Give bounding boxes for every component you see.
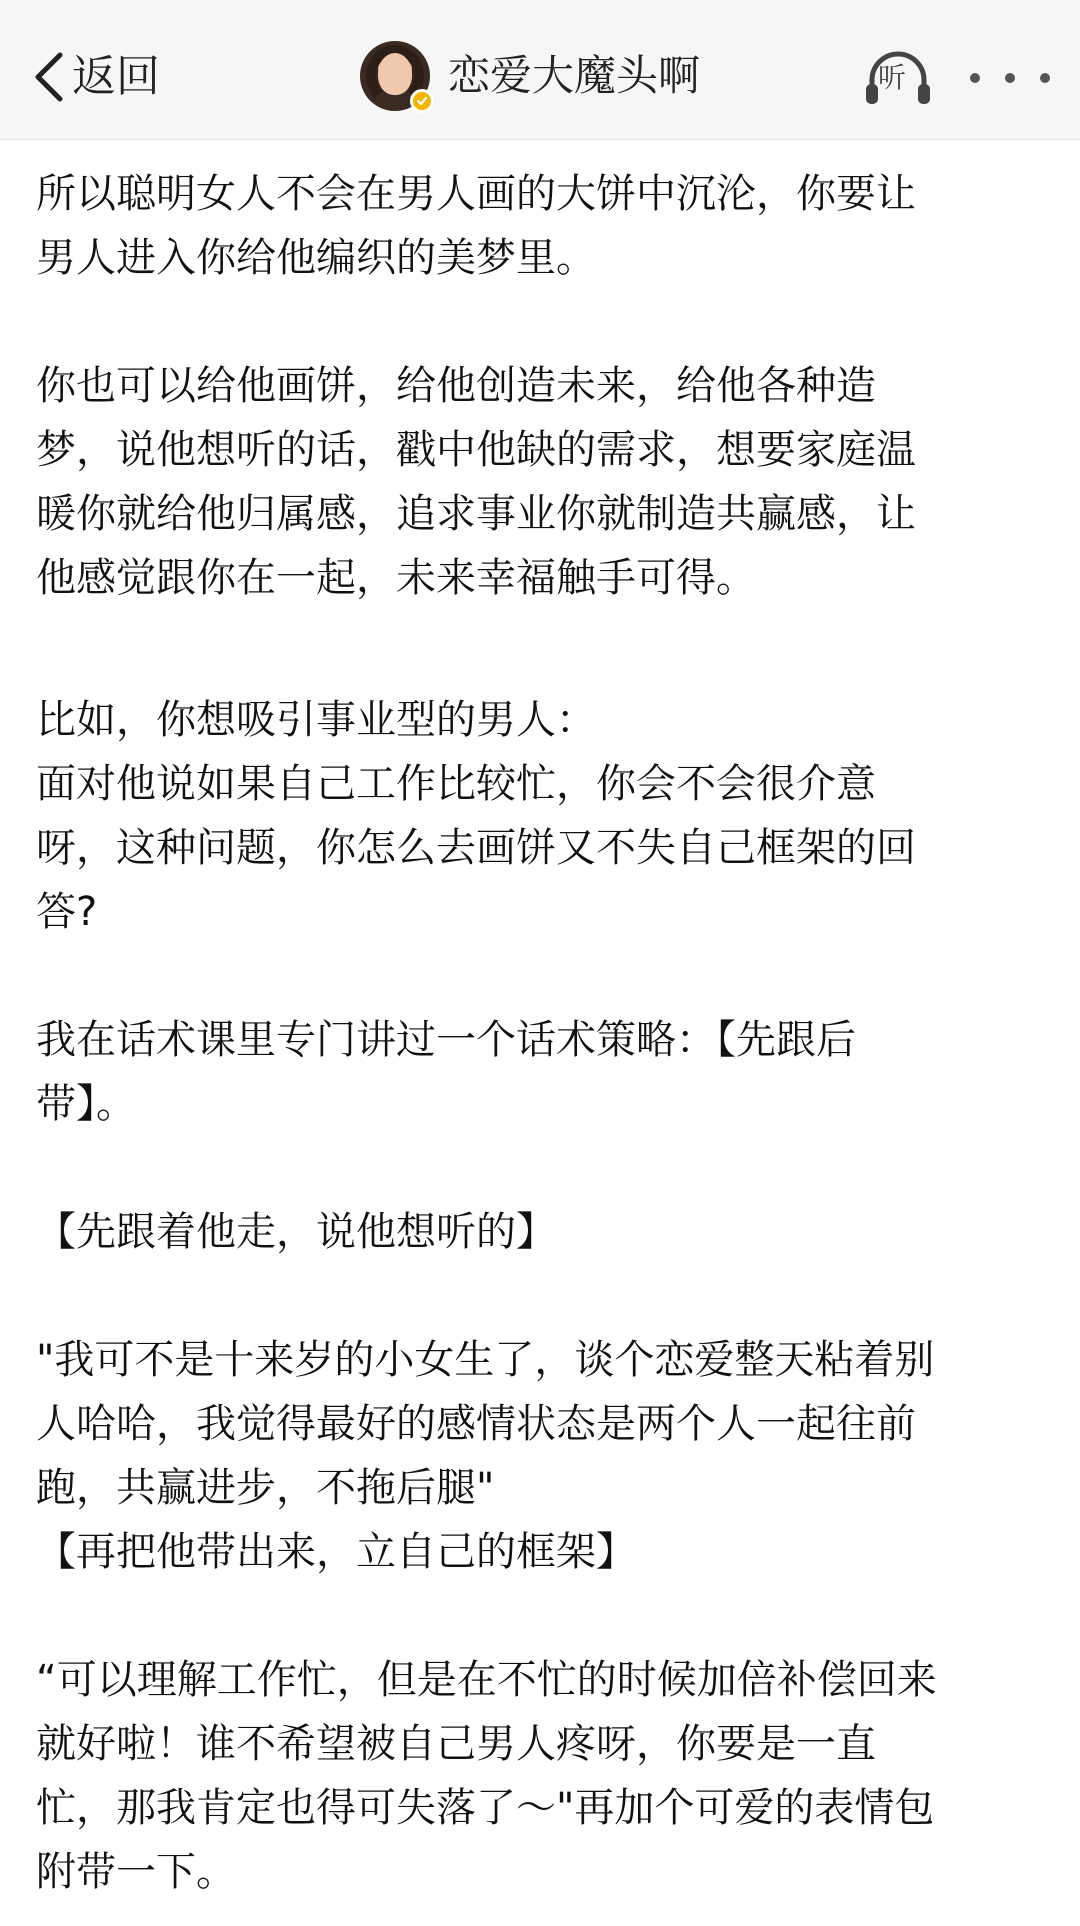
paragraph-line: 跑，共赢进步，不拖后腿" bbox=[36, 1465, 495, 1511]
paragraph-line: 你也可以给他画饼，给他创造未来，给他各种造 bbox=[36, 363, 876, 409]
paragraph bbox=[36, 1008, 1046, 1136]
more-dot-icon bbox=[970, 73, 980, 83]
paragraph-line: 他感觉跟你在一起，未来幸福触手可得。 bbox=[36, 555, 756, 601]
paragraph bbox=[36, 688, 1046, 944]
more-options-button[interactable] bbox=[970, 54, 1050, 102]
paragraph-line: 忙，那我肯定也得可失落了～"再加个可爱的表情包 bbox=[36, 1785, 935, 1831]
paragraph bbox=[36, 1328, 1046, 1584]
paragraph-line: “可以理解工作忙，但是在不忙的时候加倍补偿回来 bbox=[36, 1657, 937, 1703]
verified-badge-icon bbox=[410, 89, 434, 113]
top-nav-bar bbox=[0, 0, 1080, 140]
paragraph-line: 面对他说如果自己工作比较忙，你会不会很介意 bbox=[36, 761, 876, 807]
chevron-left-icon bbox=[30, 49, 70, 105]
more-dot-icon bbox=[1005, 73, 1015, 83]
paragraph-line: 暖你就给他归属感，追求事业你就制造共赢感，让 bbox=[36, 491, 916, 537]
more-dot-icon bbox=[1040, 73, 1050, 83]
paragraph-line: 所以聪明女人不会在男人画的大饼中沉沦，你要让 bbox=[36, 171, 916, 217]
listen-button[interactable] bbox=[862, 46, 934, 110]
back-label: 返回 bbox=[72, 51, 160, 102]
paragraph-line: 呀，这种问题，你怎么去画饼又不失自己框架的回 bbox=[36, 825, 916, 871]
paragraph-line: 梦，说他想听的话，戳中他缺的需求，想要家庭温 bbox=[36, 427, 916, 473]
paragraph bbox=[36, 1200, 1046, 1264]
paragraph-line: "我可不是十来岁的小女生了，谈个恋爱整天粘着别 bbox=[36, 1337, 935, 1383]
paragraph bbox=[36, 354, 1046, 610]
paragraph-line: 答? bbox=[36, 889, 98, 935]
listen-label: 听 bbox=[878, 61, 907, 94]
paragraph-line: 带】。 bbox=[36, 1081, 136, 1127]
author-info[interactable] bbox=[360, 40, 700, 112]
avatar-face bbox=[378, 53, 412, 95]
paragraph-line: 【先跟着他走，说他想听的】 bbox=[36, 1209, 556, 1255]
avatar[interactable] bbox=[360, 41, 430, 111]
paragraph bbox=[36, 1648, 1046, 1904]
spacer bbox=[36, 674, 1046, 688]
paragraph-line: 就好啦！谁不希望被自己男人疼呀，你要是一直 bbox=[36, 1721, 876, 1767]
paragraph-line: 附带一下。 bbox=[36, 1849, 236, 1895]
article-body bbox=[36, 162, 1046, 1904]
paragraph-line: 【再把他带出来，立自己的框架】 bbox=[36, 1529, 636, 1575]
paragraph bbox=[36, 162, 1046, 290]
paragraph-line: 人哈哈，我觉得最好的感情状态是两个人一起往前 bbox=[36, 1401, 916, 1447]
paragraph-line: 男人进入你给他编织的美梦里。 bbox=[36, 235, 596, 281]
back-button[interactable] bbox=[30, 44, 160, 110]
author-name[interactable]: 恋爱大魔头啊 bbox=[448, 51, 701, 100]
paragraph-line: 我在话术课里专门讲过一个话术策略：【先跟后 bbox=[36, 1017, 856, 1063]
paragraph-line: 比如，你想吸引事业型的男人： bbox=[36, 697, 596, 743]
